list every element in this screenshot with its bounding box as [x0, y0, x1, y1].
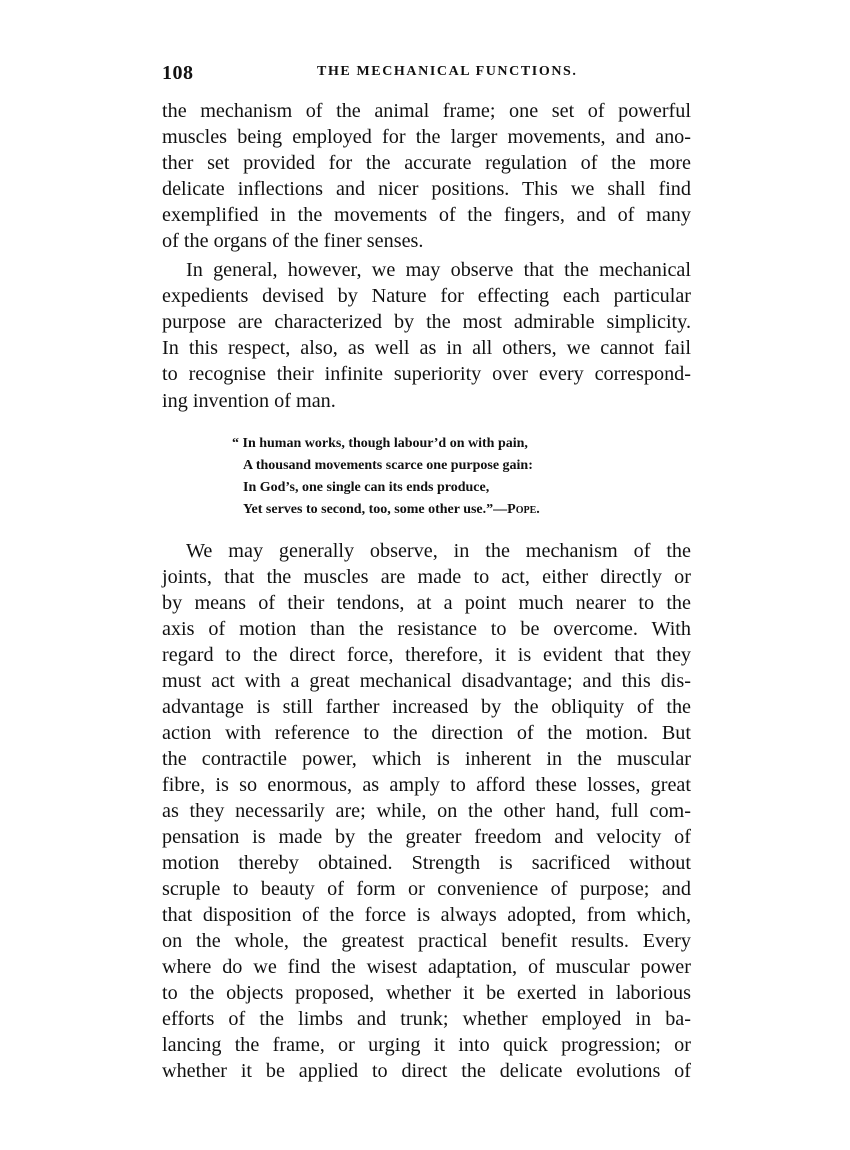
body-line: by means of their tendons, at a point much nearer to the — [162, 592, 691, 614]
running-head: THE MECHANICAL FUNCTIONS. — [317, 64, 578, 79]
body-line: where do we find the wisest adaptation, of muscular power — [162, 956, 691, 978]
body-line: regard to the direct force, therefore, it is evident that they — [162, 644, 691, 666]
body-line: We may generally observe, in the mechanism of the — [186, 540, 691, 562]
body-line: axis of motion than the resistance to be overcome. With — [162, 618, 691, 640]
body-line: lancing the frame, or urging it into quick progression; or — [162, 1034, 691, 1056]
body-line: the mechanism of the animal frame; one set of powerful — [162, 100, 691, 122]
body-line: muscles being employed for the larger movements, and ano- — [162, 126, 691, 148]
quote-line-text: Yet serves to second, too, some other use.”— — [243, 502, 508, 517]
body-line: fibre, is so enormous, as amply to afford these losses, great — [162, 774, 691, 796]
body-line: joints, that the muscles are made to act, either directly or — [162, 566, 691, 588]
body-line: that disposition of the force is always adopted, from which, — [162, 904, 691, 926]
body-line: of the organs of the finer senses. — [162, 230, 424, 252]
body-line: In this respect, also, as well as in all others, we cannot fail — [162, 337, 691, 359]
body-line: as they necessarily are; while, on the other hand, full com- — [162, 800, 691, 822]
body-line: must act with a great mechanical disadvantage; and this dis- — [162, 670, 691, 692]
body-line: exemplified in the movements of the fingers, and of many — [162, 204, 691, 226]
body-line: advantage is still farther increased by the obliquity of the — [162, 696, 691, 718]
body-line: pensation is made by the greater freedom and velocity of — [162, 826, 691, 848]
body-line: expedients devised by Nature for effecting each particular — [162, 285, 691, 307]
body-line: on the whole, the greatest practical benefit results. Every — [162, 930, 691, 952]
body-line: motion thereby obtained. Strength is sacrificed without — [162, 852, 691, 874]
quote-line: A thousand movements scarce one purpose gain: — [243, 458, 533, 473]
body-line: ther set provided for the accurate regulation of the more — [162, 152, 691, 174]
quote-line: In God’s, one single can its ends produce, — [243, 480, 490, 495]
quote-line — [243, 499, 540, 520]
quote-line: “ In human works, though labour’d on with pain, — [232, 436, 528, 451]
body-line: action with reference to the direction of the motion. But — [162, 722, 691, 744]
body-line: In general, however, we may observe that the mechanical — [186, 259, 691, 281]
body-line: efforts of the limbs and trunk; whether employed in ba- — [162, 1008, 691, 1030]
quote-attribution: Pope. — [507, 502, 540, 517]
body-line: the contractile power, which is inherent in the muscular — [162, 748, 691, 770]
body-line: scruple to beauty of form or convenience of purpose; and — [162, 878, 691, 900]
body-line: purpose are characterized by the most admirable simplicity. — [162, 311, 691, 333]
page-number: 108 — [162, 62, 194, 84]
body-line: ing invention of man. — [162, 390, 336, 412]
body-line: delicate inflections and nicer positions. This we shall find — [162, 178, 691, 200]
body-line: to the objects proposed, whether it be exerted in laborious — [162, 982, 691, 1004]
body-line: whether it be applied to direct the delicate evolutions of — [162, 1060, 691, 1082]
page-header — [162, 62, 697, 86]
body-line: to recognise their infinite superiority over every correspond- — [162, 363, 691, 385]
